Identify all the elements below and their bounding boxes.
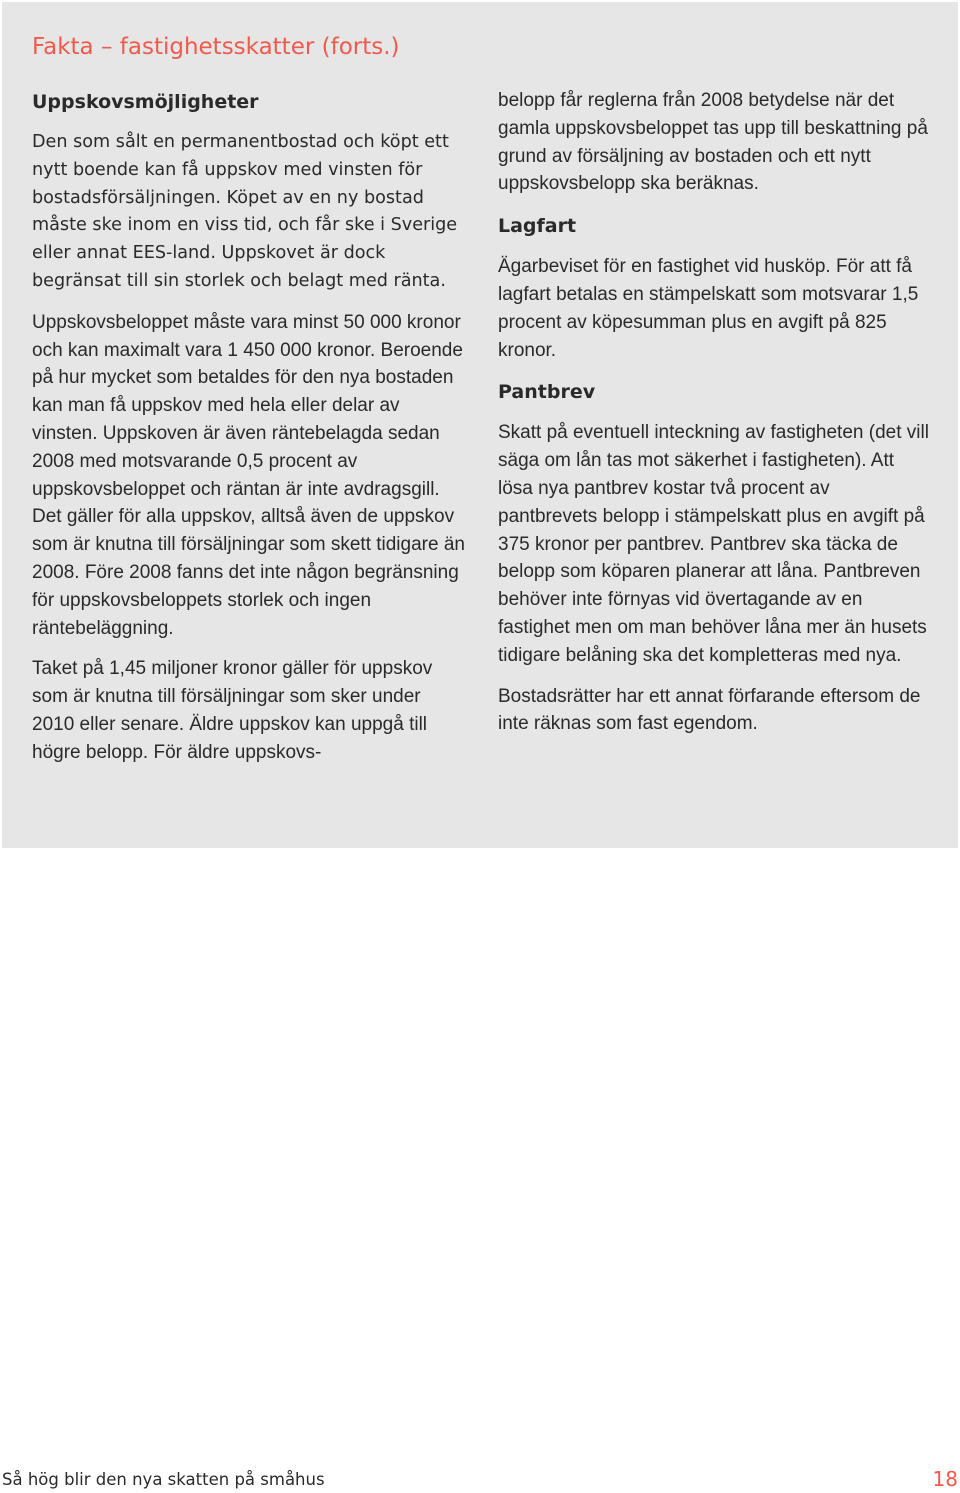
lagfart-heading: Lagfart: [498, 215, 577, 238]
footer-publication-title: Så hög blir den nya skatten på småhus: [2, 1470, 325, 1489]
uppskov-paragraph-3: Taket på 1,45 miljoner kronor gäller för uppskov som är knutna till försäljningar som sker under 2010 eller senare. Äldre uppskov kan uppgå till högre belopp. För äldre uppskovs-: [32, 658, 433, 763]
right-column: [498, 87, 934, 751]
uppskov-continued-paragraph: belopp får reglerna från 2008 betydelse när det gamla uppskovsbeloppet tas upp till beskattning på grund av försäljning av bostaden och ett nytt uppskovsbelopp ska beräknas.: [498, 90, 928, 195]
uppskov-heading: Uppskovsmöjligheter: [32, 91, 259, 113]
left-column: [32, 87, 468, 780]
pantbrev-paragraph-1: Skatt på eventuell inteckning av fastigheten (det vill säga om lån tas mot säkerhet i fastigheten). Att lösa nya pantbrev kostar två procent av pantbrevets belopp i stämpelskatt plus en avgift på 375 kronor per pantbrev. Pantbrev ska täcka de belopp som köparen planerar att låna. Pantbreven behöver inte förnyas vid övertagande av en fastighet men om man behöver låna mer än husets tidigare belåning ska det kompletteras med nya.: [498, 422, 929, 666]
pantbrev-heading: Pantbrev: [498, 381, 596, 404]
uppskov-paragraph-1: Den som sålt en permanentbostad och köpt ett nytt boende kan få uppskov med vinsten för bostadsförsäljningen. Köpet av en ny bostad måste ske inom en viss tid, och får ske i Sverige eller annat EES-land. Uppskovet är dock begränsat till sin storlek och belagt med ränta.: [32, 132, 458, 291]
page-number: 18: [932, 1467, 958, 1491]
fact-box-title: Fakta – fastighetsskatter (forts.): [32, 34, 400, 60]
uppskov-paragraph-2: Uppskovsbeloppet måste vara minst 50 000 kronor och kan maximalt vara 1 450 000 kronor. Beroende på hur mycket som betaldes för den nya bostaden kan man få uppskov med hela eller delar av vinsten. Uppskoven är även räntebelagda sedan 2008 med motsvarande 0,5 procent av uppskovsbeloppet och räntan är inte avdragsgill. Det gäller för alla uppskov, alltså även de uppskov som är knutna till försäljningar som skett tidigare än 2008. Före 2008 fanns det inte någon begränsning för uppskovsbeloppets storlek och ingen räntebeläggning.: [32, 311, 465, 639]
fact-box: [2, 2, 958, 848]
lagfart-paragraph: Ägarbeviset för en fastighet vid husköp. För att få lagfart betalas en stämpelskatt som motsvarar 1,5 procent av köpesumman plus en avgift på 825 kronor.: [498, 256, 919, 361]
pantbrev-paragraph-2: Bostadsrätter har ett annat förfarande eftersom de inte räknas som fast egendom.: [498, 685, 921, 735]
